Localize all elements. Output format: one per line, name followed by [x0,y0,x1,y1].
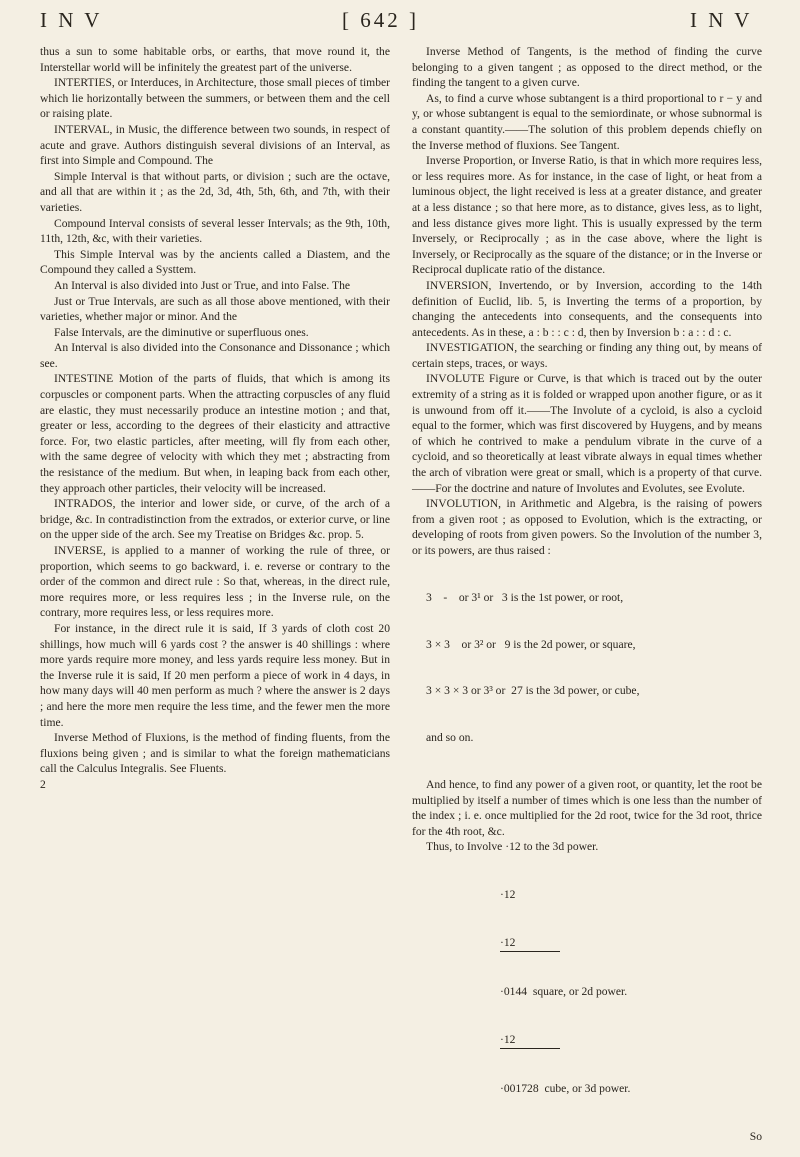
entry-inverse-tangents: Inverse Method of Tangents, is the method of finding the curve belonging to a given tangent ; as opposed to the direct method, or the finding the tangent to a given curve. [412,45,762,90]
power-row-1: 3 - or 3¹ or 3 is the 1st power, or root, [426,590,624,604]
calc-line-5: ·001728 cube, or 3d power. [500,1081,631,1095]
entry-just-false: An Interval is also divided into Just or True, and into False. The [54,278,351,292]
calc-line-3: ·0144 square, or 2d power. [500,984,628,998]
power-row-4: and so on. [426,731,474,745]
entry-involve-example: Thus, to Involve ·12 to the 3d power. [426,840,599,854]
power-row-2: 3 × 3 or 3² or 9 is the 2d power, or square, [426,637,636,651]
entry-inverse-fluxions: Inverse Method of Fluxions, is the method of finding fluents, from the fluxions being given ; and is similar to what the foreign mathematicians call the Calculus Integralis. See Fluents. [40,731,390,776]
left-column [40,44,390,793]
involve-calculation [412,855,762,1129]
signature-mark: 2 [40,777,46,791]
header-left: I N V [40,8,103,32]
entry-inverse: INVERSE, is applied to a manner of working the rule of three, or proportion, which seems to go backward, i. e. reverse or contrary to the order of the common and direct rule : So that, whereas, in the direct rule, more requires more, or less requires less ; in the Inverse rule, on the contrary, more requires less, or less requires more. [40,544,390,620]
power-row-3: 3 × 3 × 3 or 3³ or 27 is the 3d power, or cube, [426,684,640,698]
calc-line-1: ·12 [500,887,516,901]
entry-false-intervals: False Intervals, are the diminutive or superfluous ones. [54,325,309,339]
entry-consonance: An Interval is also divided into the Consonance and Dissonance ; which see. [40,341,390,370]
catchword: So [749,1129,762,1143]
entry-inversion: INVERSION, Invertendo, or by Inversion, according to the 14th definition of Euclid, lib. 5, is Inverting the terms of a proportion, by changing the antecedents into consequents, and the consequents into antecedents. As in these, a : b : : c : d, then by Inversion b : a : : d : c. [412,278,762,339]
entry-diastem: This Simple Interval was by the ancients called a Diastem, and the Compound they called a Systtem. [40,247,390,277]
page-number: [ 642 ] [342,8,419,32]
entry-just-true-intervals: Just or True Intervals, are such as all those above mentioned, with their varieties, whether major or minor. And the [40,294,390,324]
running-header [40,6,760,40]
entry-simple-interval: Simple Interval is that without parts, or division ; such are the octave, and all that are within it ; as the 2d, 3d, 4th, 5th, 6th, and 7th, with their varieties. [40,169,390,214]
calc-line-4: ·12 [500,1032,560,1049]
entry-intrados: INTRADOS, the interior and lower side, or curve, of the arch of a bridge, &c. In contradistinction from the extrados, or exterior curve, or line on the upper side of the arch. See my Treatise on Bridges &c. prop. 5. [40,497,390,542]
entry-involute: INVOLUTE Figure or Curve, is that which is traced out by the outer extremity of a string as it is folded or wrapped upon another figure, or as it is unwound from off it.——The Involute of a cycloid, is also a cycloid equal to the former, which was first discovered by Huygens, and by means of which he contrived to make a pendulum vibrate in the curve of a cycloid, and so theoretically at least vibrate always in equal times whether the arch of vibration were great or small, which is a property of that curve.——For the doctrine and nature of Involutes and Evolutes, see Evolute. [412,372,762,495]
header-right: I N V [690,8,753,32]
entry-inverse-proportion: Inverse Proportion, or Inverse Ratio, is that in which more requires less, or less requires more. As for instance, in the case of light, or heat from a luminous object, the light received is less at a greater distance, and greater at a less distance ; so that here more, as to distance, gives less, as to light, and less distance gives more light. This is usually expressed by the term Inversely, or Reciprocally ; as in the case above, where the light is Inversely, or Reciprocally as the square of the distance; or in the Inverse or Reciprocal duplicate ratio of the distance. [412,154,762,277]
powers-table [412,559,762,777]
entry-investigation: INVESTIGATION, the searching or finding any thing out, by means of certain steps, traces, or ways. [412,341,762,370]
entry-interstellar-cont: thus a sun to some habitable orbs, or earths, that move round it, the Interstellar world will be infinitely the greatest part of the universe. [40,45,390,74]
entry-inverse-example: For instance, in the direct rule it is said, If 3 yards of cloth cost 20 shillings, how much will 6 yards cost ? the answer is 40 shillings : where more yards require more money, and less yards require less money. But in the Inverse rule it is said, If 20 men perform a piece of work in 4 days, in how many days will 40 men perform as much ? where the answer is 2 days ; and here the more men require the less time, and the fewer men the more time. [40,621,390,729]
calc-line-2: ·12 [500,935,560,952]
entry-involution: INVOLUTION, in Arithmetic and Algebra, is the raising of powers from a given root ; as opposed to Evolution, which is the extracting, or developing of roots from given powers. So the Involution of the number 3, or its powers, are thus raised : [412,497,762,557]
entry-tangents-example: As, to find a curve whose subtangent is a third proportional to r − y and y, or whose subtangent is equal to the semiordinate, or whose subnormal is a constant quantity.——The solution of this problem depends chiefly on the Inverse method of fluxions. See Tangent. [412,91,762,152]
entry-interties: INTERTIES, or Interduces, in Architecture, those small pieces of timber which lie horizontally between the summers, or between them and the cell or raising plate. [40,76,390,121]
entry-compound-interval: Compound Interval consists of several lesser Intervals; as the 9th, 10th, 11th, 12th, &c, with their varieties. [40,216,390,246]
right-column [412,44,762,1144]
entry-interval: INTERVAL, in Music, the difference between two sounds, in respect of acute and grave. Authors distinguish several divisions of an Interval, as first into Simple and Compound. The [40,122,390,168]
entry-intestine: INTESTINE Motion of the parts of fluids, that which is among its corpuscles or component parts. When the attracting corpuscles of any fluid are elastic, they must necessarily produce an intestine motion ; and that, greater or less, according to the degrees of their elasticity and attractive force. For, two elastic particles, after meeting, will fly from each other, with the same degree of velocity with which they met ; abstracting from the resistance of the medium. But when, in leaping back from each other, they approach other particles, their velocity will be increased. [40,372,390,495]
entry-involution-rule: And hence, to find any power of a given root, or quantity, let the root be multiplied by itself a number of times which is one less than the number of the index ; i. e. once multiplied for the 2d root, twice for the 3d root, thrice for the 4th root, &c. [412,777,762,838]
